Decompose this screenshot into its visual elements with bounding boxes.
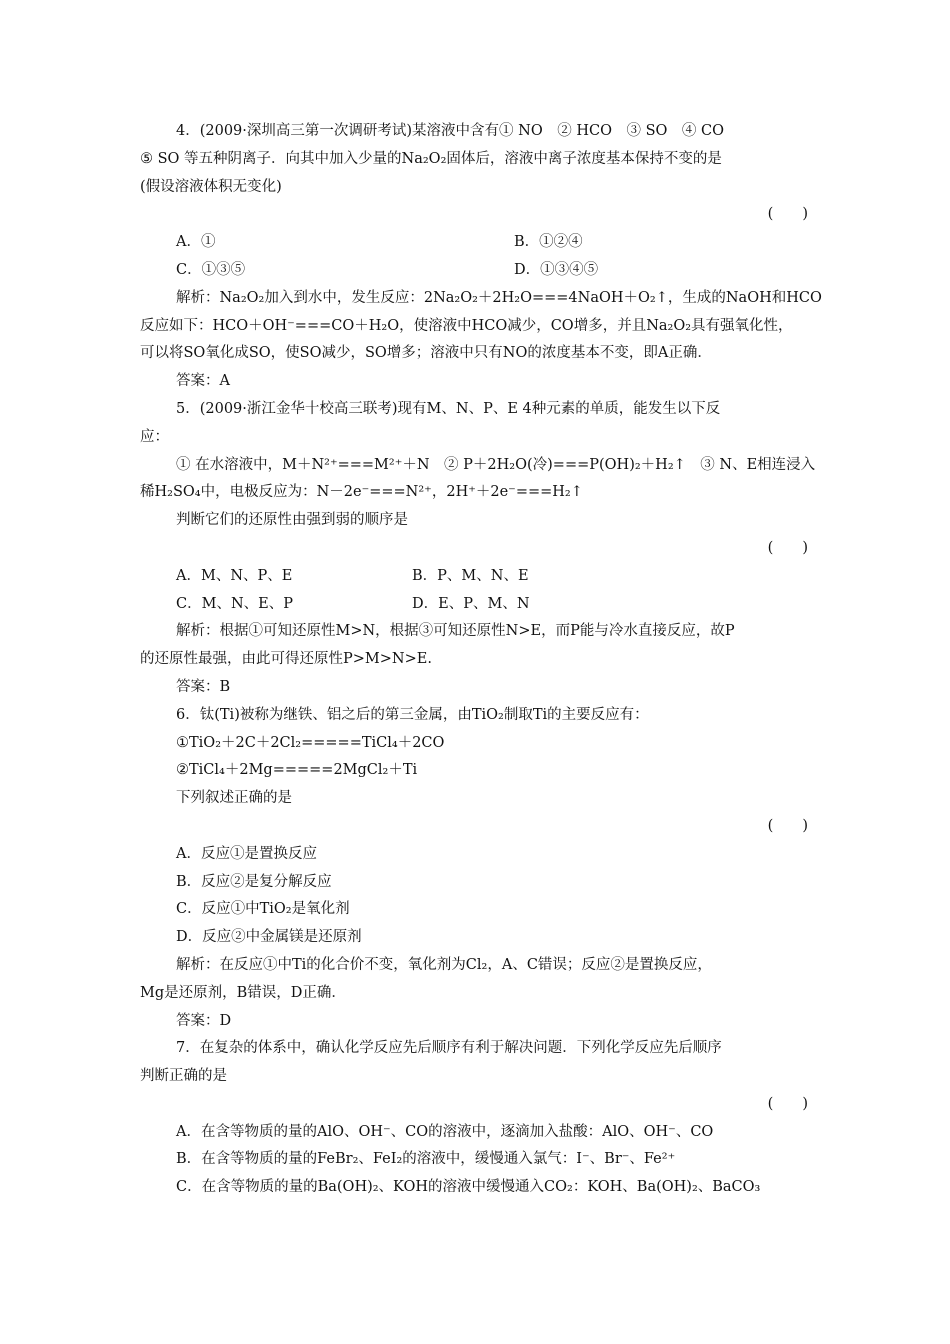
q5-options-row2 <box>140 591 810 619</box>
q7-answer-blank: ( ) <box>767 1095 808 1112</box>
q6-stem-line2: 下列叙述正确的是 <box>176 790 292 807</box>
q4-stem-line1: 4．(2009·深圳高三第一次调研考试)某溶液中含有① NO ② HCO ③ SO ④ CO <box>176 123 724 139</box>
q4-analysis-line1: 解析：Na₂O₂加入到水中，发生反应：2Na₂O₂＋2H₂O===4NaOH＋O₂↑，生成的NaOH和HCO <box>176 289 822 306</box>
q4-answer-blank: ( ) <box>767 206 808 223</box>
q5-answer-blank: ( ) <box>767 539 808 556</box>
q5-option-b: B．P、M、N、E <box>412 567 529 584</box>
q5-stem-line2: 应： <box>140 428 169 445</box>
q4-options-row2 <box>140 257 810 285</box>
q6-analysis-line2: Mg是还原剂，B错误，D正确． <box>140 984 346 1001</box>
q6-answer: 答案：D <box>176 1012 232 1029</box>
q5-stem-line3: ① 在水溶液中，M＋N²⁺===M²⁺＋N ② P＋2H₂O(冷)===P(OH)₂＋H₂↑ ③ N、E相连浸入 <box>176 456 816 473</box>
q5-option-c: C．M、N、E、P <box>176 595 293 612</box>
q4-option-c: C．①③⑤ <box>176 261 246 278</box>
question-4 <box>140 118 822 396</box>
q6-analysis-line1: 解析：在反应①中Ti的化合价不变，氧化剂为Cl₂，A、C错误；反应②是置换反应， <box>176 956 712 973</box>
q4-option-b: B．①②④ <box>514 234 583 251</box>
q4-analysis-line3: 可以将SO氧化成SO，使SO减少，SO增多；溶液中只有NO的浓度基本不变，即A正确． <box>140 345 712 362</box>
q6-equation-1: ①TiO₂＋2C＋2Cl₂=====TiCl₄＋2CO <box>176 734 445 751</box>
q4-option-d: D．①③④⑤ <box>514 261 599 278</box>
q6-option-a: A．反应①是置换反应 <box>176 845 317 862</box>
q4-stem-line2: ⑤ SO 等五种阴离子．向其中加入少量的Na₂O₂固体后，溶液中离子浓度基本保持不变的是 <box>140 150 722 167</box>
q4-answer: 答案：A <box>176 373 230 390</box>
q7-stem-line1: 7．在复杂的体系中，确认化学反应先后顺序有利于解决问题．下列化学反应先后顺序 <box>176 1040 722 1057</box>
q5-answer: 答案：B <box>176 678 231 695</box>
q7-option-c: C．在含等物质的量的Ba(OH)₂、KOH的溶液中缓慢通入CO₂：KOH、Ba(OH)₂、BaCO₃ <box>176 1179 761 1196</box>
q4-options-row1 <box>140 229 810 257</box>
q7-option-b: B．在含等物质的量的FeBr₂、FeI₂的溶液中，缓慢通入氯气：I⁻、Br⁻、Fe²⁺ <box>176 1151 676 1168</box>
q6-option-d: D．反应②中金属镁是还原剂 <box>176 929 362 946</box>
q5-analysis-line1: 解析：根据①可知还原性M>N，根据③可知还原性N>E，而P能与冷水直接反应，故P <box>176 623 735 640</box>
q5-stem-line5: 判断它们的还原性由强到弱的顺序是 <box>176 512 408 529</box>
question-7 <box>140 1035 810 1202</box>
q4-stem-line3: (假设溶液体积无变化) <box>140 178 282 195</box>
q6-equation-2: ②TiCl₄＋2Mg=====2MgCl₂＋Ti <box>176 762 418 779</box>
q7-option-a: A．在含等物质的量的AlO、OH⁻、CO的溶液中，逐滴加入盐酸：AlO、OH⁻、CO <box>176 1123 714 1140</box>
q4-option-a: A．① <box>176 234 216 251</box>
question-5 <box>140 396 816 702</box>
q6-option-b: B．反应②是复分解反应 <box>176 873 332 890</box>
q6-answer-blank: ( ) <box>767 817 808 834</box>
q7-stem-line2: 判断正确的是 <box>140 1068 227 1085</box>
q5-option-d: D．E、P、M、N <box>412 595 530 612</box>
question-6 <box>140 702 810 1036</box>
q5-option-a: A．M、N、P、E <box>176 567 293 584</box>
q5-analysis-line2: 的还原性最强，由此可得还原性P>M>N>E. <box>140 651 432 668</box>
q4-analysis-line2: 反应如下：HCO＋OH⁻===CO＋H₂O，使溶液中HCO减少，CO增多，并且Na₂O₂具有强氧化性， <box>140 317 793 334</box>
q6-option-c: C．反应①中TiO₂是氧化剂 <box>176 901 350 918</box>
q5-stem-line4: 稀H₂SO₄中，电极反应为：N－2e⁻===N²⁺，2H⁺＋2e⁻===H₂↑ <box>140 484 583 501</box>
q5-options-row1 <box>140 563 810 591</box>
document-page <box>140 118 822 1202</box>
q5-stem-line1: 5．(2009·浙江金华十校高三联考)现有M、N、P、E 4种元素的单质，能发生以下反 <box>176 400 721 417</box>
q6-stem-line1: 6．钛(Ti)被称为继铁、铝之后的第三金属，由TiO₂制取Ti的主要反应有： <box>176 706 649 723</box>
